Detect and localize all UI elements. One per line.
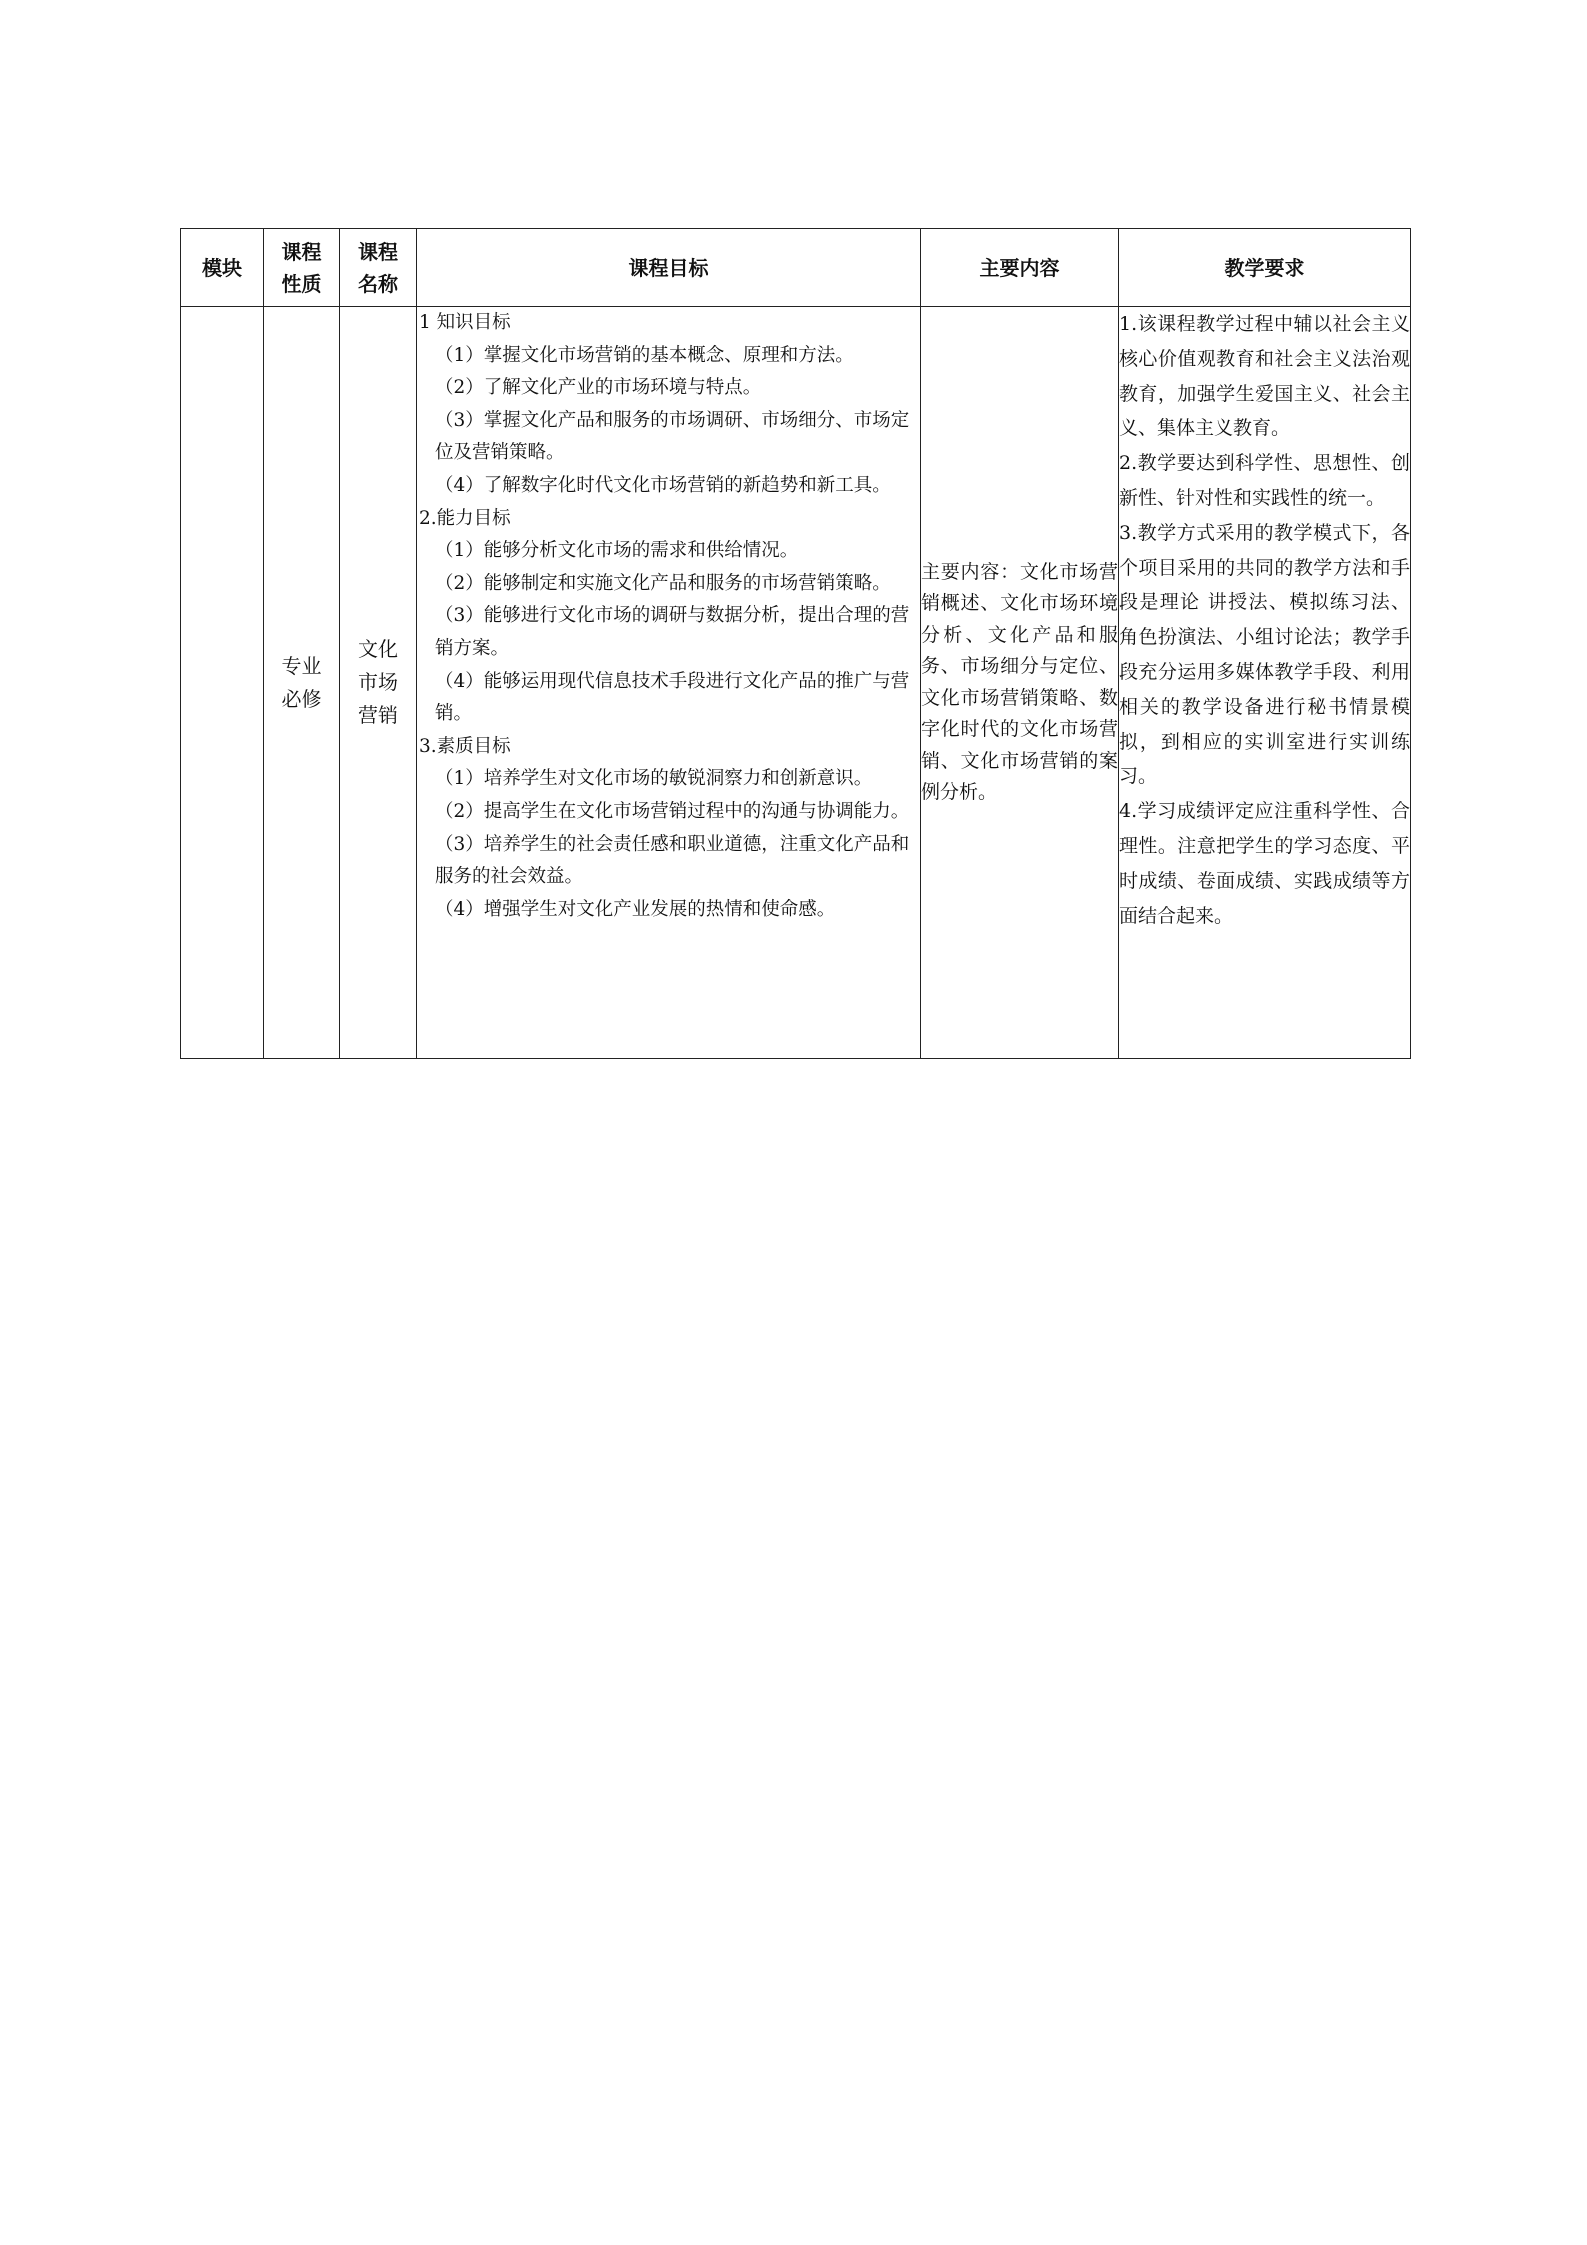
- course-name-line: 文化: [358, 637, 398, 661]
- quality-item: （2）提高学生在文化市场营销过程中的沟通与协调能力。: [435, 800, 910, 822]
- cell-course-name: [340, 307, 417, 1059]
- quality-item: （4）增强学生对文化产业发展的热情和使命感。: [435, 898, 836, 920]
- ability-item: （2）能够制定和实施文化产品和服务的市场营销策略。: [435, 572, 891, 594]
- header-name: [340, 229, 417, 307]
- requirement-paragraph: 1.该课程教学过程中辅以社会主义核心价值观教育和社会主义法治观教育，加强学生爱国主义、社会主义、集体主义教育。: [1119, 313, 1410, 440]
- course-name-line: 营销: [358, 703, 398, 727]
- quality-title: 3.素质目标: [419, 735, 511, 757]
- cell-objectives: [417, 307, 921, 1059]
- header-nature: [264, 229, 340, 307]
- knowledge-item: （4）了解数字化时代文化市场营销的新趋势和新工具。: [435, 474, 891, 496]
- header-content: 主要内容: [921, 229, 1119, 307]
- cell-main-content: 主要内容：文化市场营销概述、文化市场环境分析、文化产品和服务、市场细分与定位、文化市场营销策略、数字化时代的文化市场营销、文化市场营销的案例分析。: [921, 307, 1119, 1059]
- quality-item: （1）培养学生对文化市场的敏锐洞察力和创新意识。: [435, 768, 873, 790]
- header-nature-line: 性质: [281, 271, 322, 296]
- header-row: [181, 229, 1411, 307]
- knowledge-item: （3）掌握文化产品和服务的市场调研、市场细分、市场定位及营销策略。: [435, 409, 910, 464]
- header-module: 模块: [181, 229, 264, 307]
- ability-item: （1）能够分析文化市场的需求和供给情况。: [435, 540, 799, 562]
- header-name-line: 名称: [358, 271, 398, 296]
- requirement-paragraph: 3.教学方式采用的教学模式下，各个项目采用的共同的教学方法和手段是理论 讲授法、模拟练习法、角色扮演法、小组讨论法；教学手段充分运用多媒体教学手段、利用相关的教学设备进行秘书情景模拟，到相应的实训室进行实训练习。: [1119, 521, 1410, 788]
- course-name-line: 市场: [358, 670, 398, 694]
- knowledge-item: （1）掌握文化市场营销的基本概念、原理和方法。: [435, 344, 854, 366]
- cell-nature: [264, 307, 340, 1059]
- nature-line: 必修: [281, 686, 322, 711]
- course-table: [180, 228, 1411, 1059]
- ability-title: 2.能力目标: [419, 507, 511, 529]
- requirement-paragraph: 2.教学要达到科学性、思想性、创新性、针对性和实践性的统一。: [1119, 452, 1410, 509]
- nature-line: 专业: [281, 653, 322, 678]
- header-requirements: 教学要求: [1119, 229, 1411, 307]
- cell-teaching-requirements: [1119, 307, 1411, 1059]
- ability-item: （4）能够运用现代信息技术手段进行文化产品的推广与营销。: [435, 670, 910, 725]
- knowledge-title: 1 知识目标: [419, 312, 511, 333]
- cell-module: [181, 307, 264, 1059]
- ability-item: （3）能够进行文化市场的调研与数据分析，提出合理的营销方案。: [435, 605, 910, 659]
- header-nature-line: 课程: [281, 239, 322, 264]
- quality-item: （3）培养学生的社会责任感和职业道德，注重文化产品和服务的社会效益。: [435, 833, 910, 888]
- knowledge-item: （2）了解文化产业的市场环境与特点。: [435, 377, 762, 399]
- header-objectives: 课程目标: [417, 229, 921, 307]
- requirement-paragraph: 4.学习成绩评定应注重科学性、合理性。注意把学生的学习态度、平时成绩、卷面成绩、实践成绩等方面结合起来。: [1119, 800, 1410, 927]
- course-row: [181, 307, 1411, 1059]
- header-name-line: 课程: [358, 239, 398, 264]
